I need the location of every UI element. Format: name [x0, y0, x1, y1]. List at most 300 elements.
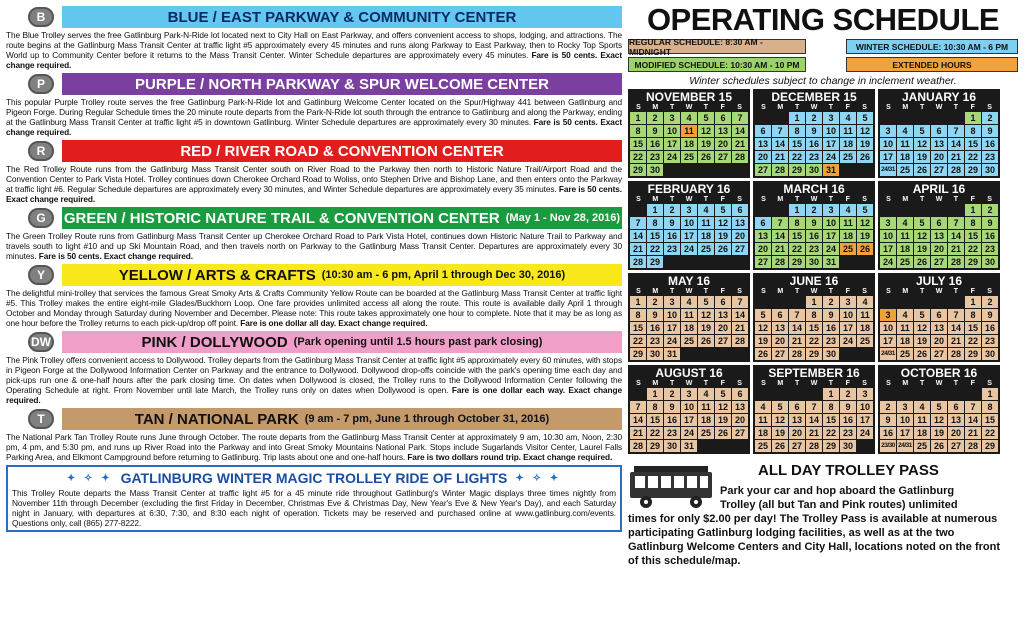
calendar-day: 25: [897, 348, 913, 360]
calendar-day: 27: [948, 440, 964, 452]
calendar-day: 6: [715, 112, 731, 124]
calendar-day: 9: [880, 414, 896, 426]
calendar-day: 14: [630, 230, 646, 242]
weekday-label: F: [720, 196, 725, 203]
weekday-label: T: [828, 288, 833, 295]
calendar-day: 5: [698, 296, 714, 308]
calendar-day: 19: [914, 243, 930, 255]
calendar-day: 4: [914, 401, 930, 413]
weekday-label: T: [919, 196, 925, 203]
calendar-day: 27: [715, 335, 731, 347]
calendar-day: 3: [840, 296, 856, 308]
calendar-day: 27: [732, 427, 748, 439]
weekday-label: T: [669, 380, 675, 387]
calendar-day: 19: [715, 230, 731, 242]
calendar-day: 10: [664, 125, 680, 137]
schedule-column: [628, 4, 1018, 616]
calendar-day: 23: [664, 427, 680, 439]
calendar-day: 17: [840, 322, 856, 334]
day-grid: [755, 388, 873, 452]
calendar-day: 26: [755, 348, 771, 360]
calendar-day: 27: [789, 440, 805, 452]
calendar-day: 4: [698, 388, 714, 400]
calendar-day: 8: [823, 401, 839, 413]
weekday-label: S: [886, 196, 891, 203]
calendar-day: 11: [681, 125, 697, 137]
calendar-day: 9: [806, 217, 822, 229]
calendar-day: 6: [931, 125, 947, 137]
calendar-day: 31: [823, 256, 839, 268]
badge-letter: Y: [36, 268, 45, 282]
calendar-day: 5: [772, 401, 788, 413]
calendar-day: 5: [715, 204, 731, 216]
calendar-day: 30: [806, 256, 822, 268]
weekday-label: T: [953, 288, 958, 295]
calendar-day: 18: [840, 138, 856, 150]
calendar-day: 3: [897, 401, 913, 413]
month-calendar: [878, 273, 1000, 362]
calendar-day: 25: [897, 164, 913, 176]
calendar-day: 10: [681, 217, 697, 229]
route-text: The Red Trolley Route runs from the Gatlinburg Mass Transit Center south on River Road to the Parkway then north to Historic Nature Trail/Airport Road and the Convention Center to Park Vista Hotel. Trolley continues down Cherokee Orchard Road to Woliss, onto Stephen Drive and Bishop Lane, and then enters onto the Parkway at traffic light #6. Regular Schedule departures are approximately every 30 minutes, and Winter Schedule departures are approximately every 35 minutes.: [6, 164, 622, 194]
winter-magic-box: [6, 465, 622, 532]
weekday-label: T: [794, 196, 800, 203]
calendar-day: 21: [965, 427, 981, 439]
calendar-day: [880, 388, 896, 400]
calendar-day: 4: [755, 401, 771, 413]
route-red: [6, 140, 622, 204]
calendar-day: 22: [647, 243, 663, 255]
weekday-label: F: [970, 380, 975, 387]
calendar-day: 15: [965, 230, 981, 242]
calendar-day: 20: [715, 138, 731, 150]
calendar-day: 22: [982, 427, 998, 439]
calendar-day: 21: [630, 427, 646, 439]
calendar-day: 11: [914, 414, 930, 426]
calendar-day: [931, 388, 947, 400]
route-badge-blue: [28, 7, 54, 27]
calendar-day: 27: [732, 243, 748, 255]
calendar-day: 1: [823, 388, 839, 400]
route-subtitle: (Park opening until 1.5 hours past park closing): [293, 336, 543, 348]
weekday-label: T: [828, 104, 833, 111]
month-title: JANUARY 16: [901, 90, 977, 104]
calendar-day: 23: [647, 335, 663, 347]
calendar-day: 10: [681, 401, 697, 413]
calendar-day: [948, 112, 964, 124]
weekday-label: S: [761, 196, 766, 203]
calendar-day: 16: [647, 322, 663, 334]
calendar-day: 28: [948, 256, 964, 268]
calendar-day: 15: [823, 414, 839, 426]
day-grid: [880, 388, 998, 452]
calendar-day: 19: [698, 138, 714, 150]
route-description: [6, 355, 622, 405]
calendar-day: 15: [647, 230, 663, 242]
weekday-label: M: [777, 288, 784, 295]
calendar-day: 19: [715, 414, 731, 426]
route-title-bar-tan: [62, 408, 622, 430]
calendar-day: 26: [715, 427, 731, 439]
calendar-day: 19: [755, 335, 771, 347]
calendar-day: [664, 164, 680, 176]
calendar-day: 5: [857, 204, 873, 216]
calendar-day: 22: [806, 335, 822, 347]
route-title-bar-green: [62, 207, 622, 229]
month-calendar: [878, 181, 1000, 270]
calendar-day: 29: [630, 164, 646, 176]
calendar-day: 22: [965, 151, 981, 163]
calendar-day: 26: [914, 256, 930, 268]
calendar-day: [755, 296, 771, 308]
calendar-day: [698, 440, 714, 452]
calendar-day: 29: [647, 440, 663, 452]
route-subtitle: (9 am - 7 pm, June 1 through October 31, 2016): [304, 413, 550, 425]
weekday-header: [630, 288, 748, 296]
calendar-day: 29: [630, 348, 646, 360]
weekday-label: T: [953, 104, 958, 111]
calendar-day: 26: [772, 440, 788, 452]
calendar-day: 10: [897, 414, 913, 426]
calendar-day: 8: [630, 309, 646, 321]
routes-column: [6, 6, 622, 614]
day-grid: [630, 204, 748, 268]
calendar-day: 17: [880, 243, 896, 255]
calendar-day: 22: [789, 243, 805, 255]
calendar-day: 29: [806, 348, 822, 360]
calendar-day: 11: [840, 217, 856, 229]
calendar-day: 15: [982, 414, 998, 426]
calendar-day: 7: [948, 309, 964, 321]
calendar-day: 25: [698, 427, 714, 439]
route-tan: [6, 408, 622, 462]
calendar-day: 2: [823, 296, 839, 308]
route-description: [6, 164, 622, 204]
route-yellow: [6, 264, 622, 328]
weekday-label: T: [953, 196, 958, 203]
calendar-day: 18: [698, 414, 714, 426]
calendar-day: 28: [948, 348, 964, 360]
weekday-label: T: [703, 104, 708, 111]
day-grid: [755, 112, 873, 176]
calendar-day: 27: [715, 151, 731, 163]
weekday-label: S: [761, 104, 766, 111]
weekday-label: W: [685, 288, 693, 295]
weekday-label: F: [970, 196, 975, 203]
calendar-day: 13: [755, 138, 771, 150]
route-badge-purple: [28, 74, 54, 94]
calendar-day: [897, 112, 913, 124]
calendar-day: [914, 388, 930, 400]
weekday-label: S: [737, 380, 742, 387]
weekday-header: [755, 196, 873, 204]
weekday-label: T: [794, 288, 800, 295]
day-grid: [755, 204, 873, 268]
weekday-label: M: [902, 380, 909, 387]
calendar-day: [755, 388, 771, 400]
calendar-day: [789, 296, 805, 308]
calendar-day: [681, 348, 697, 360]
weekday-label: T: [828, 196, 833, 203]
calendar-day: 15: [630, 322, 646, 334]
calendar-day: 10: [840, 309, 856, 321]
calendar-day: 24: [664, 151, 680, 163]
calendar-day: 1: [789, 112, 805, 124]
weekday-label: T: [669, 288, 675, 295]
calendar-day: 4: [857, 296, 873, 308]
calendar-day: 3: [857, 388, 873, 400]
calendar-day: 24/31: [880, 164, 896, 176]
calendar-day: 1: [806, 296, 822, 308]
weekday-label: W: [685, 380, 693, 387]
calendar-day: 6: [732, 204, 748, 216]
calendar-day: 2: [664, 388, 680, 400]
calendar-day: 10: [880, 138, 896, 150]
calendar-day: 3: [880, 125, 896, 137]
calendar-day: 23: [982, 335, 998, 347]
calendar-day: [715, 164, 731, 176]
calendar-day: 2: [982, 112, 998, 124]
calendar-day: [772, 388, 788, 400]
weekday-label: T: [953, 380, 958, 387]
calendar-day: [914, 296, 930, 308]
weekday-label: F: [720, 380, 725, 387]
weekday-label: T: [919, 288, 925, 295]
route-badge-green: [28, 208, 54, 228]
calendar-day: 12: [698, 309, 714, 321]
month-calendar: [753, 89, 875, 178]
calendar-day: 19: [772, 427, 788, 439]
calendar-day: 26: [857, 243, 873, 255]
calendar-day: 13: [772, 322, 788, 334]
weekday-label: F: [720, 288, 725, 295]
month-title: DECEMBER 15: [771, 90, 857, 104]
weekday-label: W: [685, 104, 693, 111]
calendar-day: [840, 256, 856, 268]
calendar-day: 2: [982, 296, 998, 308]
calendar-day: [772, 204, 788, 216]
calendar-day: 1: [965, 112, 981, 124]
calendar-day: 2: [647, 296, 663, 308]
calendar-day: 31: [681, 440, 697, 452]
schedule-note: Winter schedules subject to change in inclement weather.: [689, 75, 957, 87]
weekday-label: S: [987, 380, 992, 387]
route-description: [6, 432, 622, 462]
calendar-day: [732, 348, 748, 360]
calendar-day: 20: [732, 414, 748, 426]
calendar-day: 23: [840, 427, 856, 439]
calendar-day: 30: [982, 164, 998, 176]
calendar-day: 12: [857, 125, 873, 137]
calendar-day: 14: [772, 138, 788, 150]
calendar-day: 24/31: [880, 348, 896, 360]
calendar-day: 23/30: [880, 440, 896, 452]
calendar-day: 28: [630, 440, 646, 452]
trolley-pass-section: [628, 460, 1018, 580]
calendar-day: 19: [857, 138, 873, 150]
weekday-label: F: [720, 104, 725, 111]
weekday-label: T: [919, 104, 925, 111]
calendar-day: 29: [823, 440, 839, 452]
calendar-day: 30: [806, 164, 822, 176]
calendar-day: 24: [880, 256, 896, 268]
route-text: The delightful mini-trolley that services the famous Great Smoky Arts & Crafts Community Yellow Route can be boarded at the Gatlinburg Mass Transit Center at traffic light #5. This Trolley makes the entire eight-mile Glades/Buckhorn Loop. One fare provides unlimited access all along the route. This route is available daily April 1 through October and Monday through Saturday during November and December. Please note: This route takes approximately one hour to complete. Note that it may be as long as one hour before the Trolley returns to each pick-up/drop off point.: [6, 288, 622, 328]
weekday-label: F: [970, 104, 975, 111]
month-calendar: [628, 273, 750, 362]
calendar-day: 10: [823, 125, 839, 137]
calendar-day: 9: [647, 309, 663, 321]
month-title: AUGUST 16: [655, 366, 723, 380]
route-fare: Fare is one dollar all day. Exact change required.: [240, 318, 428, 328]
calendar-day: 23: [982, 151, 998, 163]
legend-row-2: [628, 57, 1018, 72]
weekday-label: S: [987, 104, 992, 111]
calendar-day: 19: [914, 151, 930, 163]
calendar-day: 31: [664, 348, 680, 360]
calendar-day: 5: [914, 309, 930, 321]
stars-icon: ✦ ✧ ✦: [66, 472, 113, 484]
calendar-day: 29: [647, 256, 663, 268]
calendar-day: 15: [806, 322, 822, 334]
month-calendar: [878, 365, 1000, 454]
weekday-label: W: [810, 196, 818, 203]
calendar-day: [715, 256, 731, 268]
calendar-day: 24: [681, 427, 697, 439]
calendar-day: [931, 296, 947, 308]
calendar-day: 3: [681, 204, 697, 216]
route-title: PINK / DOLLYWOOD: [141, 333, 288, 351]
weekday-label: T: [669, 104, 675, 111]
calendar-day: 4: [840, 112, 856, 124]
calendar-day: [732, 256, 748, 268]
calendar-day: 14: [948, 322, 964, 334]
calendar-day: 22: [630, 151, 646, 163]
weekday-header: [755, 288, 873, 296]
calendar-day: 2: [982, 204, 998, 216]
calendar-day: 19: [857, 230, 873, 242]
month-calendar: [753, 365, 875, 454]
trolley-pass-text: [628, 484, 1000, 568]
calendar-day: 4: [681, 296, 697, 308]
day-grid: [880, 296, 998, 360]
route-text: The National Park Tan Trolley Route runs June through October. The route departs from the Gatlinburg Mass Transit Center at approximately 9 am, 10:30 am, Noon, 2:30 pm, 4 pm, and 5:30 pm, and runs up River Road into the Parkway and into Great Smoky Mountains National Park. Stops include Sugarlands Visitor Center, Laurel Falls Parking Area, and Elkmont Campground before returning to Gatlinburg. Trip lasts about one and one-half hours.: [6, 432, 622, 462]
weekday-label: T: [703, 380, 708, 387]
calendar-day: [681, 164, 697, 176]
route-badge-tan: [28, 409, 54, 429]
weekday-label: S: [761, 288, 766, 295]
calendar-day: [897, 296, 913, 308]
calendar-day: 29: [965, 348, 981, 360]
calendar-day: 14: [732, 309, 748, 321]
calendar-day: 28: [732, 151, 748, 163]
calendar-day: 5: [914, 217, 930, 229]
calendar-day: 24: [823, 243, 839, 255]
calendar-day: [880, 112, 896, 124]
calendar-day: 11: [698, 217, 714, 229]
calendar-day: 7: [630, 401, 646, 413]
calendar-day: 22: [823, 427, 839, 439]
weekday-label: S: [761, 380, 766, 387]
calendar-day: 3: [823, 112, 839, 124]
weekday-label: S: [737, 104, 742, 111]
route-fare: Fare is 50 cents. Exact change required.: [6, 117, 622, 137]
calendar-day: 6: [948, 401, 964, 413]
calendar-day: 24: [857, 427, 873, 439]
route-title-bar-pink: [62, 331, 622, 353]
calendar-day: 1: [982, 388, 998, 400]
route-description: [6, 97, 622, 137]
calendar-day: [698, 256, 714, 268]
calendar-day: 9: [823, 309, 839, 321]
calendar-day: 14: [630, 414, 646, 426]
weekday-label: F: [845, 104, 850, 111]
weekday-label: S: [737, 288, 742, 295]
weekday-label: W: [685, 196, 693, 203]
calendar-day: 21: [789, 335, 805, 347]
calendar-day: 25: [698, 243, 714, 255]
calendar-day: 24: [823, 151, 839, 163]
calendar-day: 6: [789, 401, 805, 413]
weekday-label: W: [935, 196, 943, 203]
calendar-day: 19: [698, 322, 714, 334]
calendar-day: [806, 388, 822, 400]
calendar-day: 7: [772, 125, 788, 137]
month-title: MAY 16: [667, 274, 711, 288]
calendar-day: 12: [772, 414, 788, 426]
month-title: JUNE 16: [789, 274, 839, 288]
day-grid: [880, 204, 998, 268]
calendar-day: 26: [857, 151, 873, 163]
legend-winter: WINTER SCHEDULE: 10:30 AM - 6 PM: [846, 39, 1018, 54]
month-title: OCTOBER 16: [900, 366, 978, 380]
calendar-day: 12: [857, 217, 873, 229]
weekday-label: S: [987, 196, 992, 203]
calendar-day: 17: [823, 138, 839, 150]
route-subtitle: (10:30 am - 6 pm, April 1 through Dec 30, 2016): [321, 269, 566, 281]
calendar-day: 18: [897, 151, 913, 163]
weekday-label: T: [794, 380, 800, 387]
calendar-day: 8: [630, 125, 646, 137]
calendar-day: 24: [840, 335, 856, 347]
route-subtitle: (May 1 - Nov 28, 2016): [505, 212, 621, 224]
route-title: TAN / NATIONAL PARK: [134, 410, 299, 428]
badge-letter: B: [36, 10, 46, 24]
calendar-day: 13: [715, 309, 731, 321]
calendar-day: 7: [732, 296, 748, 308]
month-calendar: [628, 181, 750, 270]
month-title: FEBRUARY 16: [647, 182, 731, 196]
calendar-day: 10: [880, 230, 896, 242]
weekday-label: S: [636, 196, 641, 203]
calendar-day: [857, 440, 873, 452]
calendar-day: 26: [914, 348, 930, 360]
calendar-day: 18: [681, 138, 697, 150]
calendar-day: 7: [806, 401, 822, 413]
route-blue: [6, 6, 622, 70]
calendar-day: [698, 164, 714, 176]
calendar-day: [897, 204, 913, 216]
calendar-day: 22: [647, 427, 663, 439]
pass-rest: times for only $2.00 per day! The Trolley Pass is available at numerous participating Gatlinburg lodging facilities, as well as at the two Gatlinburg Welcome Centers and City Hall, locations noted on the front of this schedule/map.: [628, 513, 1000, 567]
calendar-day: 5: [857, 112, 873, 124]
calendar-day: 16: [647, 138, 663, 150]
calendar-day: 9: [840, 401, 856, 413]
calendar-day: 1: [630, 296, 646, 308]
calendar-day: [664, 256, 680, 268]
calendar-day: 5: [755, 309, 771, 321]
calendar-day: 5: [698, 112, 714, 124]
calendar-day: 10: [664, 309, 680, 321]
